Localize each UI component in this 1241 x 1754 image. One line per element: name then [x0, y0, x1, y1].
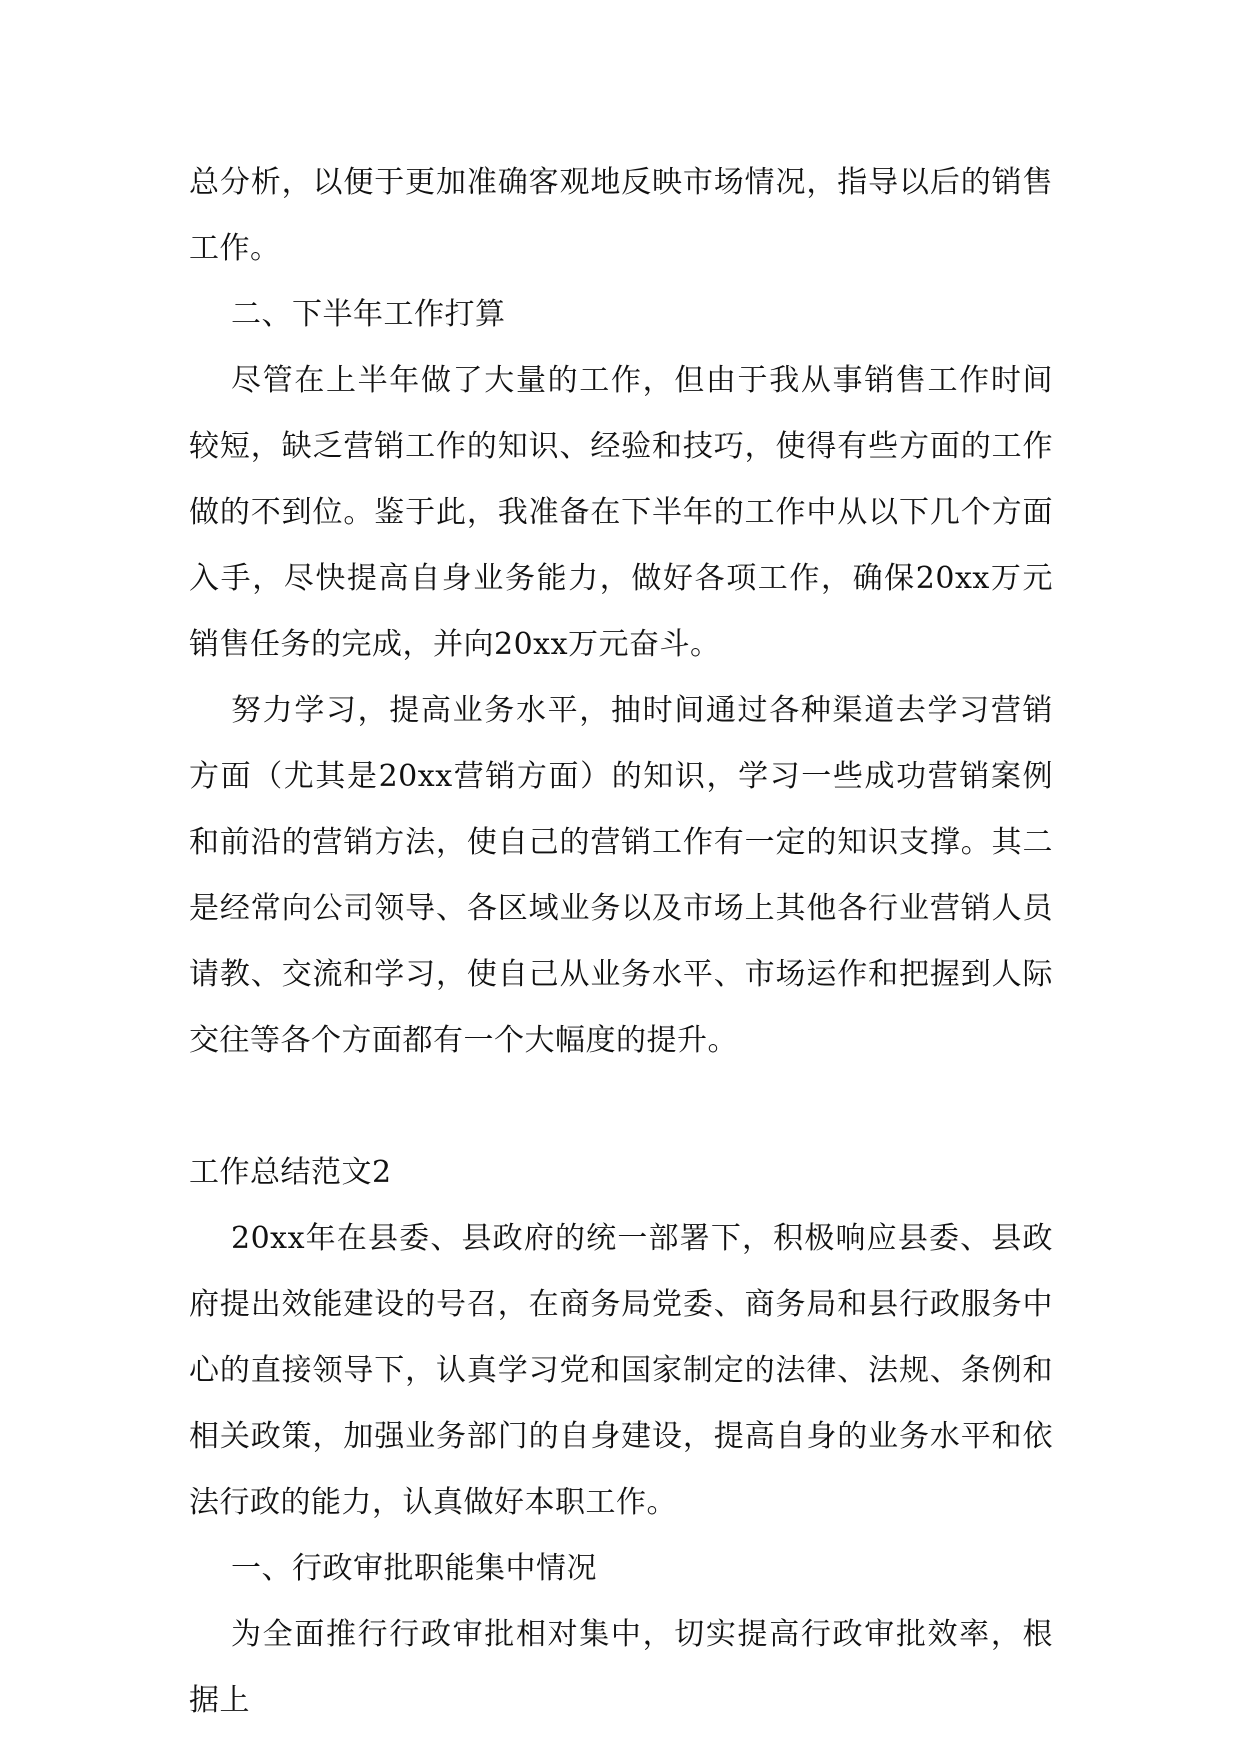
paragraph-approval-centralization: 为全面推行行政审批相对集中，切实提高行政审批效率，根据上: [189, 1617, 1053, 1718]
paragraph-study-improve: 努力学习，提高业务水平，抽时间通过各种渠道去学习营销方面（尤其是20xx营销方面）的知识，学习一些成功营销案例和前沿的营销方法，使自己的营销工作有一定的知识支撑。其二是经常向公司领导、各区域业务以及市场上其他各行业营销人员请教、交流和学习，使自己从业务水平、市场运作和把握到人际交往等各个方面都有一个大幅度的提升。: [189, 693, 1053, 1058]
paragraph-second-half-plan: 尽管在上半年做了大量的工作，但由于我从事销售工作时间较短，缺乏营销工作的知识、经验和技巧，使得有些方面的工作做的不到位。鉴于此，我准备在下半年的工作中从以下几个方面入手，尽快提高自身业务能力，做好各项工作，确保20xx万元销售任务的完成，并向20xx万元奋斗。: [189, 363, 1053, 662]
section-heading-approval-centralization: 一、行政审批职能集中情况: [231, 1551, 597, 1586]
section-heading-second-half-plan: 二、下半年工作打算: [231, 297, 506, 332]
document-body: [189, 150, 1053, 1734]
document-title-sample-2: 工作总结范文2: [189, 1155, 392, 1190]
paragraph-intro-sample-2: 20xx年在县委、县政府的统一部署下，积极响应县委、县政府提出效能建设的号召，在商务局党委、商务局和县行政服务中心的直接领导下，认真学习党和国家制定的法律、法规、条例和相关政策，加强业务部门的自身建设，提高自身的业务水平和依法行政的能力，认真做好本职工作。: [189, 1221, 1053, 1520]
paragraph-summary-end: 总分析，以便于更加准确客观地反映市场情况，指导以后的销售工作。: [189, 165, 1053, 266]
